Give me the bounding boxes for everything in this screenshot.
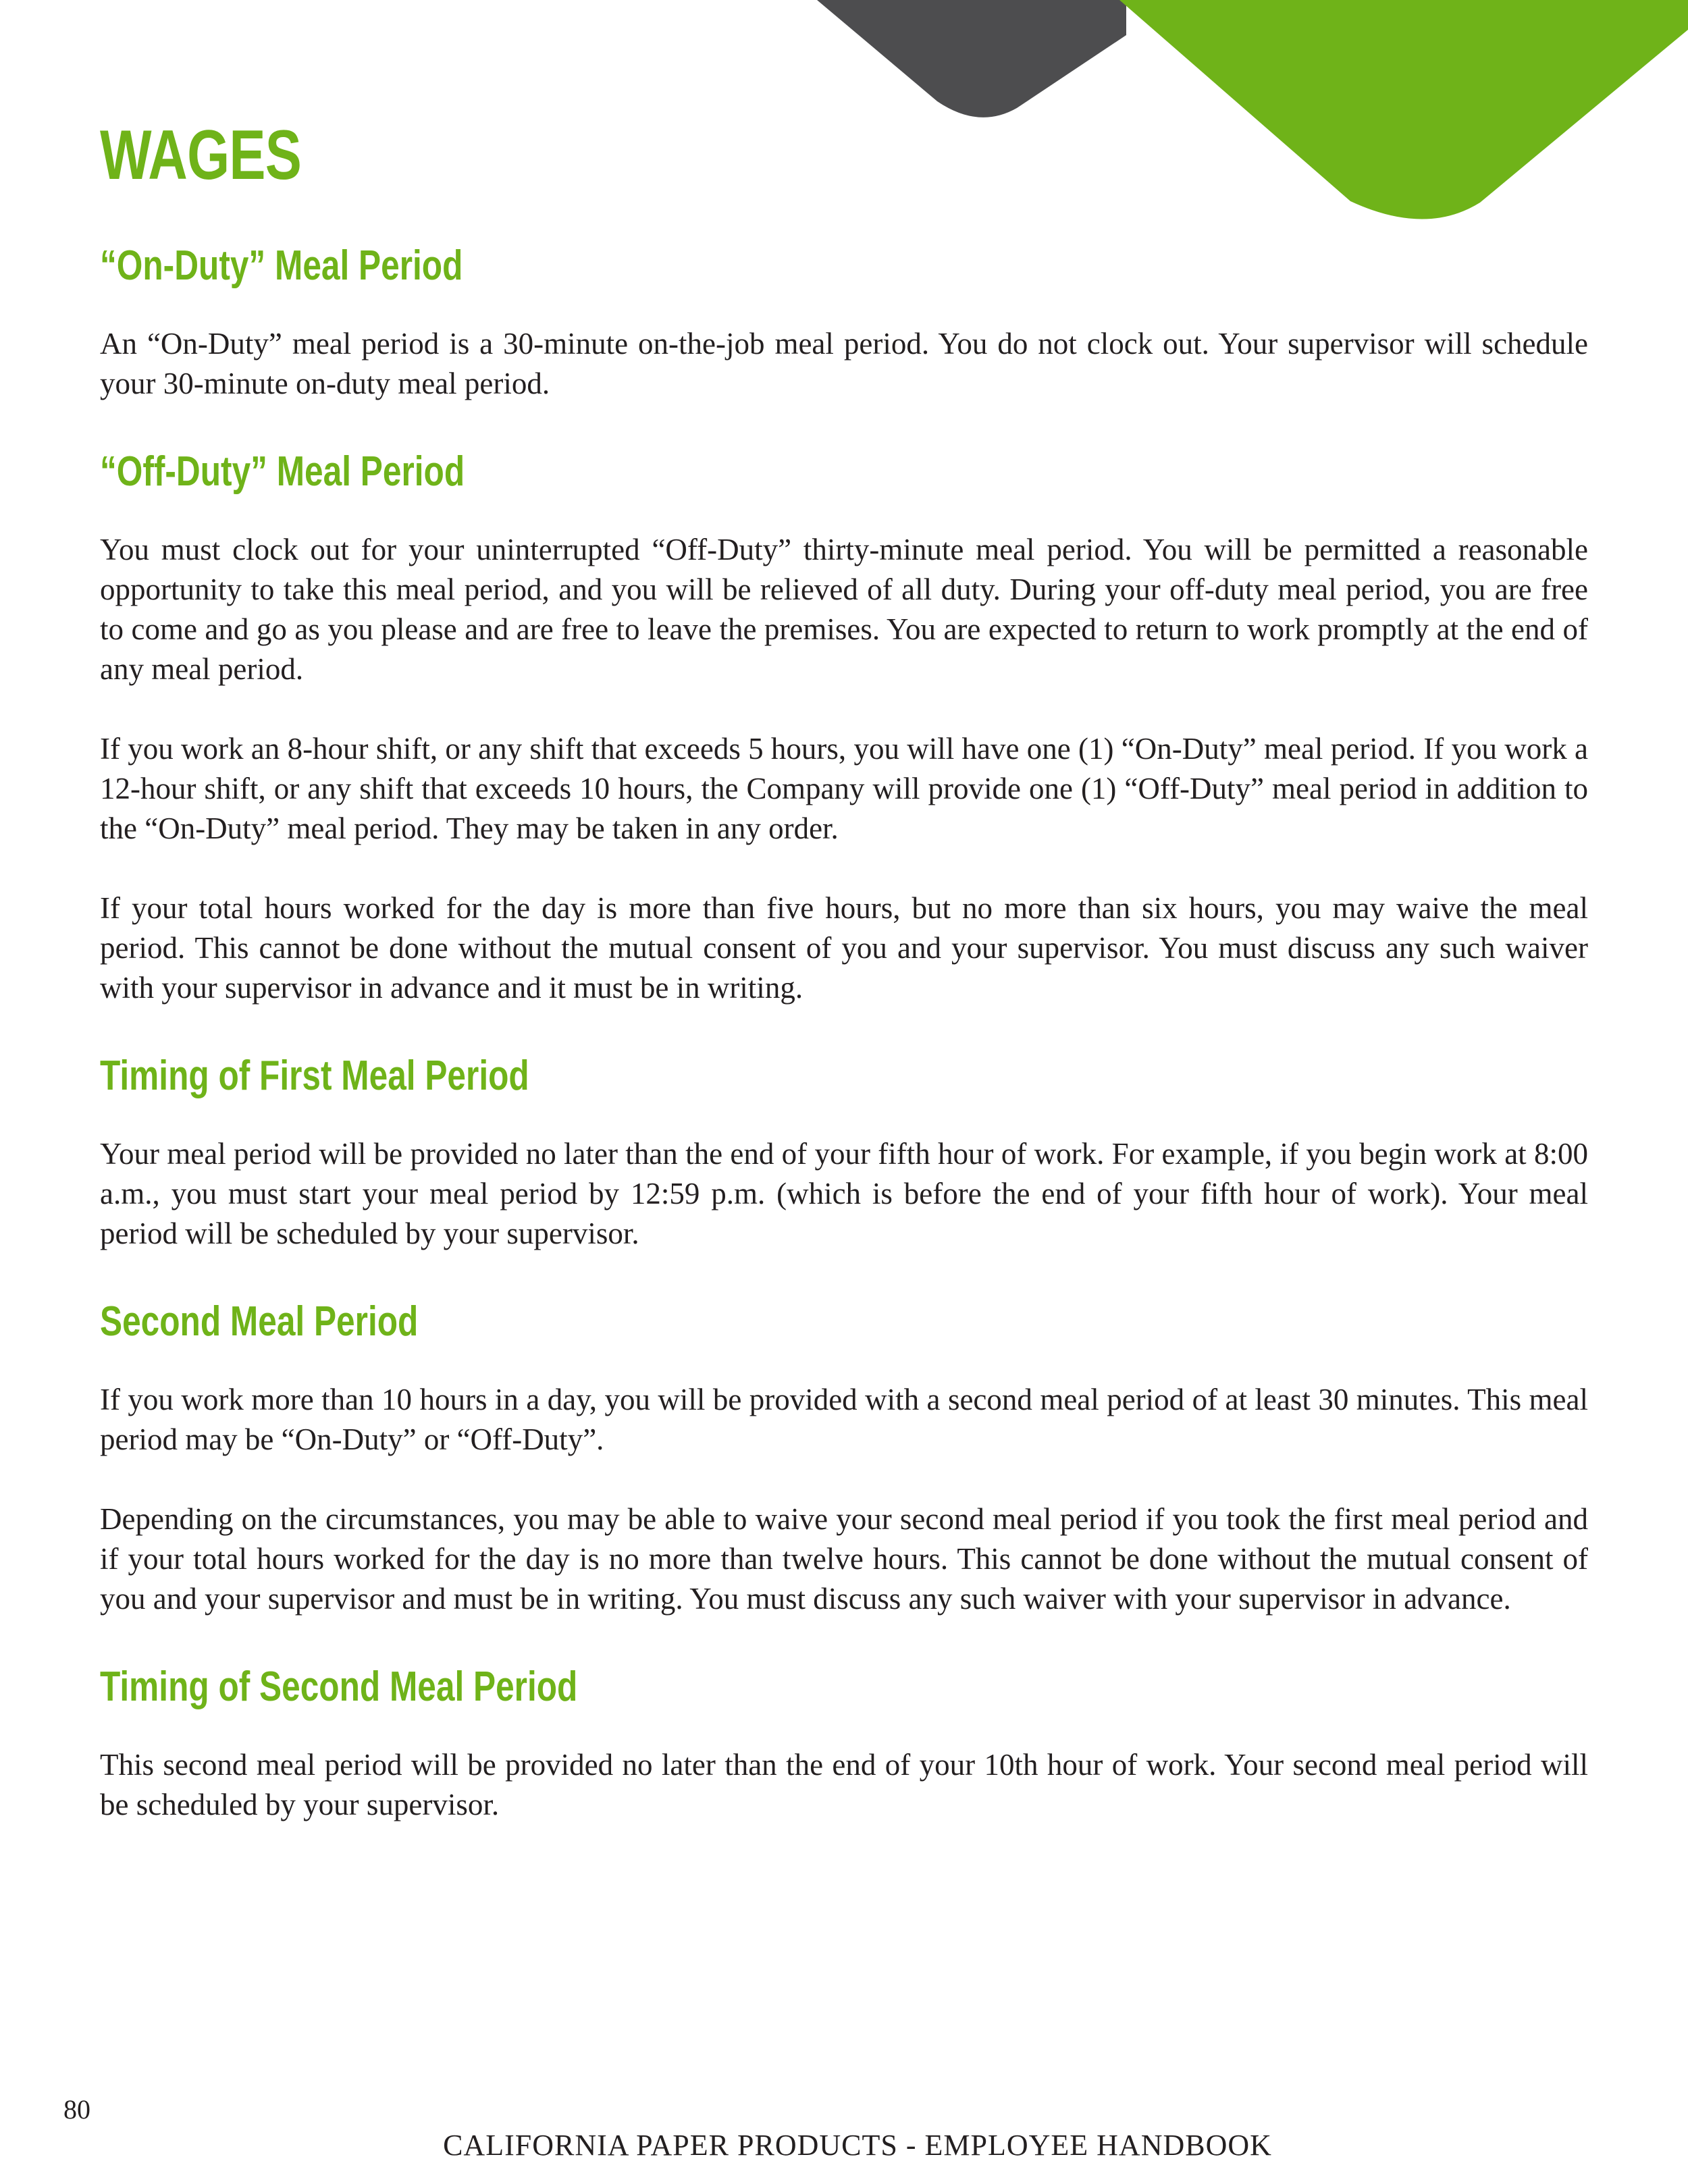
section-timing-first-meal-period <box>100 1048 1588 1254</box>
paragraph: Your meal period will be provided no later than the end of your fifth hour of work. For example, if you begin work at 8:00 a.m., you must start your meal period by 12:59 p.m. (which is before the end of your fifth hour of work). Your meal period will be scheduled by your supervisor. <box>100 1137 1588 1250</box>
section-heading: “Off-Duty” Meal Period <box>100 448 465 495</box>
paragraph: If you work more than 10 hours in a day, you will be provided with a second meal period of at least 30 minutes. This meal period may be “On-Duty” or “Off-Duty”. <box>100 1383 1588 1456</box>
section-second-meal-period <box>100 1294 1588 1619</box>
dark-gray-chevron-shape <box>817 0 1126 117</box>
section-heading: Timing of First Meal Period <box>100 1053 529 1099</box>
paragraph: You must clock out for your uninterrupted “Off-Duty” thirty-minute meal period. You will be permitted a reasonable opportunity to take this meal period, and you will be relieved of all duty. During your off-duty meal period, you are free to come and go as you please and are free to leave the premises. You are expected to return to work promptly at the end of any meal period. <box>100 533 1588 686</box>
section-heading: Second Meal Period <box>100 1298 419 1345</box>
paragraph: This second meal period will be provided no later than the end of your 10th hour of work. Your second meal period will be scheduled by your supervisor. <box>100 1748 1588 1821</box>
section-timing-second-meal-period <box>100 1659 1588 1825</box>
section-heading: Timing of Second Meal Period <box>100 1663 578 1710</box>
page-content <box>100 108 1588 1865</box>
section-off-duty-meal-period <box>100 444 1588 1008</box>
page-title: WAGES <box>100 116 302 194</box>
footer-document-title: CALIFORNIA PAPER PRODUCTS - EMPLOYEE HANDBOOK <box>443 2129 1272 2162</box>
paragraph: Depending on the circumstances, you may be able to waive your second meal period if you took the first meal period and if your total hours worked for the day is no more than twelve hours. This cannot be done without the mutual consent of you and your supervisor and must be in writing. You must discuss any such waiver with your supervisor in advance. <box>100 1502 1588 1616</box>
section-heading: “On-Duty” Meal Period <box>100 242 463 289</box>
paragraph: If your total hours worked for the day is more than five hours, but no more than six hours, you may waive the meal period. This cannot be done without the mutual consent of you and your supervisor. You must discuss any such waiver with your supervisor in advance and it must be in writing. <box>100 891 1588 1005</box>
paragraph: If you work an 8-hour shift, or any shift that exceeds 5 hours, you will have one (1) “On-Duty” meal period. If you work a 12-hour shift, or any shift that exceeds 10 hours, the Company will provide one (1) “Off-Duty” meal period in addition to the “On-Duty” meal period. They may be taken in any order. <box>100 732 1588 845</box>
section-on-duty-meal-period <box>100 238 1588 404</box>
paragraph: An “On-Duty” meal period is a 30-minute on-the-job meal period. You do not clock out. Your supervisor will schedule your 30-minute on-duty meal period. <box>100 327 1588 400</box>
page-number: 80 <box>63 2094 90 2125</box>
